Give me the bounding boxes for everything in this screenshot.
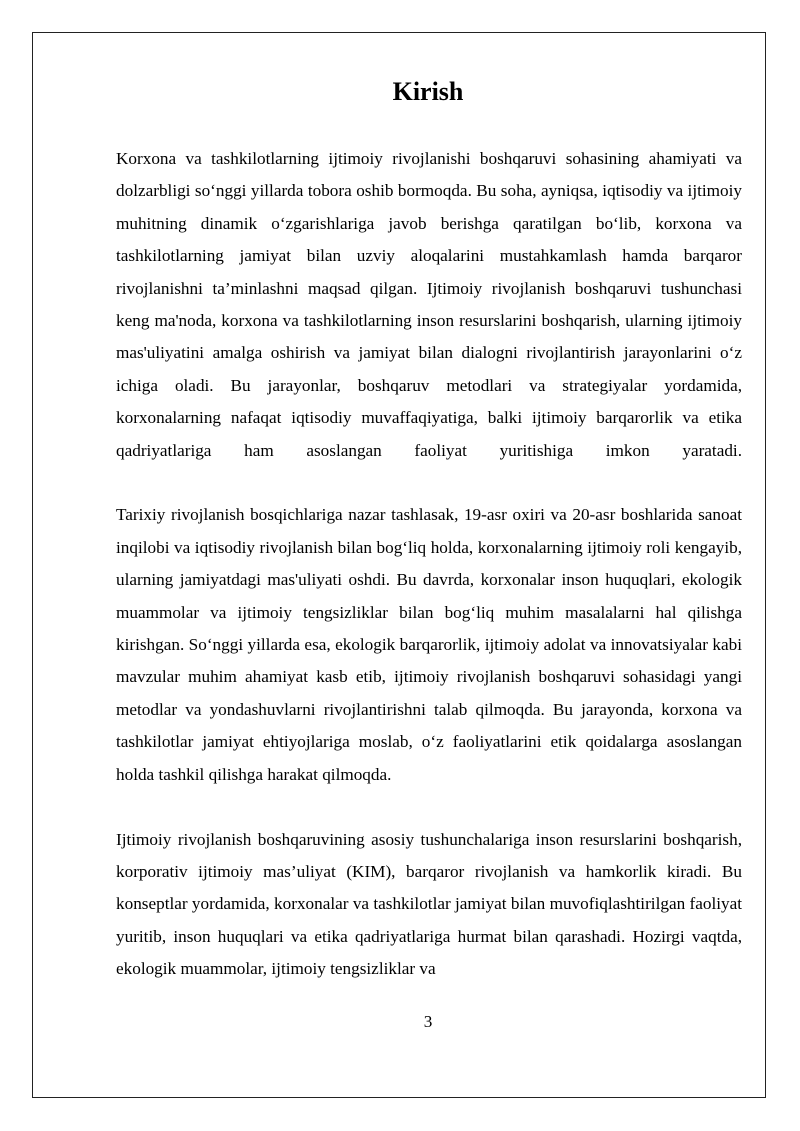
paragraph-2: Tarixiy rivojlanish bosqichlariga nazar tashlasak, 19-asr oxiri va 20-asr boshlarida sanoat inqilobi va iqtisodiy rivojlanish bilan bog‘liq holda, korxonalarning ijtimoiy roli kengayib, ularning jamiyatdagi mas'uliyati oshdi. Bu davrda, korxonalar inson huquqlari, ekologik muammolar va ijtimoiy tengsizliklar bilan bog‘liq muhim masalalarni hal qilishga kirishgan. So‘nggi yillarda esa, ekologik barqarorlik, ijtimoiy adolat va innovatsiyalar kabi mavzular muhim ahamiyat kasb etib, ijtimoiy rivojlanish boshqaruvi sohasidagi yangi metodlar va yondashuvlarni rivojlantirishni talab qilmoqda. Bu jarayonda, korxona va tashkilotlar jamiyat ehtiyojlariga moslab, o‘z faoliyatlarini etik qoidalarga asoslangan holda tashkil qilishga harakat qilmoqda. [116,505,742,784]
paragraph-1: Korxona va tashkilotlarning ijtimoiy rivojlanishi boshqaruvi sohasining ahamiyati va dolzarbligi so‘nggi yillarda tobora oshib bormoqda. Bu soha, ayniqsa, iqtisodiy va ijtimoiy muhitning dinamik o‘zgarishlariga javob berishga qaratilgan bo‘lib, korxona va tashkilotlarning jamiyat bilan uzviy aloqalarini mustahkamlash hamda barqaror rivojlanishni ta’minlashni maqsad qilgan. Ijtimoiy rivojlanish boshqaruvi tushunchasi keng ma'noda, korxona va tashkilotlarning inson resurslarini boshqarish, ularning ijtimoiy mas'uliyatini amalga oshirish va jamiyat bilan dialogni rivojlantirish jarayonlarini o‘z ichiga oladi. Bu jarayonlar, boshqaruv metodlari va strategiyalar yordamida, korxonalarning nafaqat iqtisodiy muvaffaqiyatiga, balki ijtimoiy barqarorlik va etika qadriyatlariga ham asoslangan faoliyat yuritishiga imkon yaratadi. [116,149,742,460]
page-number: 3 [423,1012,433,1031]
document-body [116,143,742,1018]
paragraph-3: Ijtimoiy rivojlanish boshqaruvining asosiy tushunchalariga inson resurslarini boshqarish, korporativ ijtimoiy mas’uliyat (KIM), barqaror rivojlanish va hamkorlik kiradi. Bu konseptlar yordamida, korxonalar va tashkilotlar jamiyat bilan muvofiqlashtirilgan faoliyat yuritib, inson huquqlari va etika qadriyatlariga hurmat bilan qarashadi. Hozirgi vaqtda, ekologik muammolar, ijtimoiy tengsizliklar va [116,829,742,979]
page-title: Kirish [392,77,464,106]
